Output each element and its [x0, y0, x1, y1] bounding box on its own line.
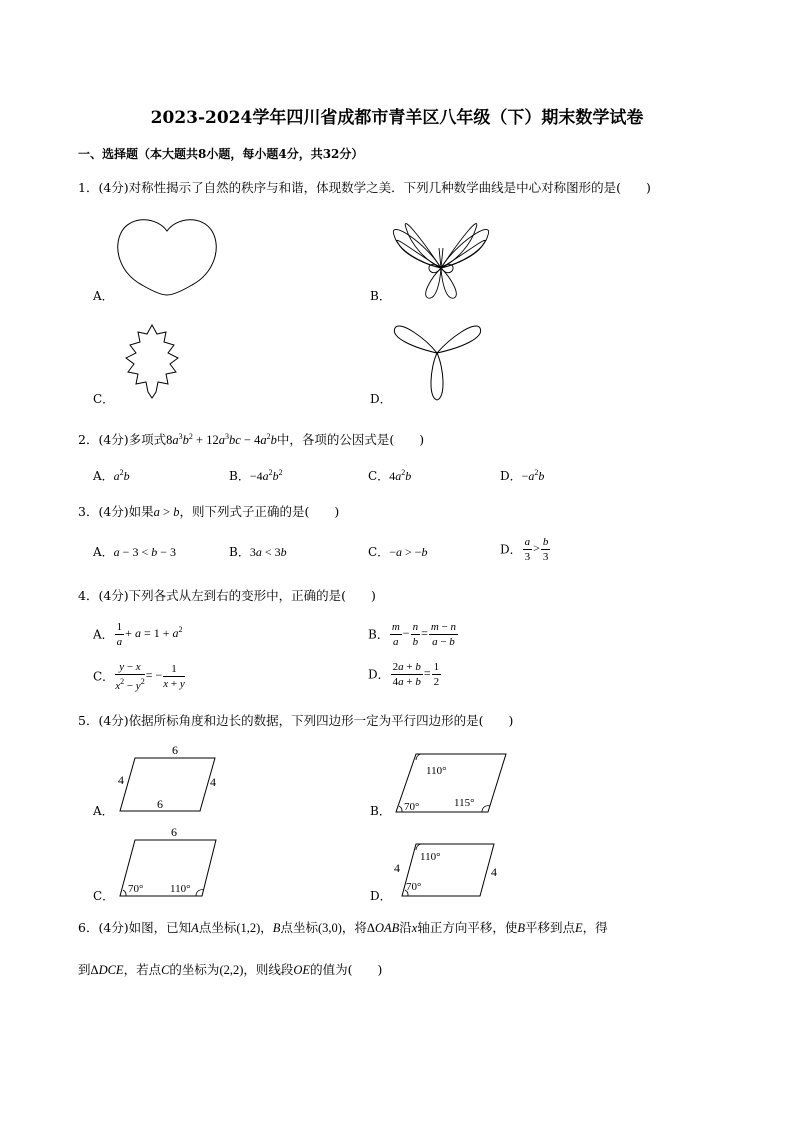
q3-option-a-label: A．: [93, 545, 114, 559]
q3-option-d-label: D．: [500, 542, 522, 557]
q2-stem-pre: 2．(4分)多项式: [78, 432, 167, 447]
q6-text: 轴正方向平移，使: [417, 920, 518, 935]
q6-text: ，则线段: [243, 962, 294, 977]
q6-point-c: C: [161, 963, 170, 977]
q1-option-a-label[interactable]: A．: [93, 289, 114, 303]
q2-polynomial: $8a^3b^2 + 12a^3bc - 4a^2b$: [166, 432, 277, 447]
q4-stem: 4．(4分)下列各式从左到右的变形中，正确的是( ): [78, 588, 376, 603]
q5-c-bottom-right-angle-label: 110°: [170, 883, 191, 895]
q5-a-bottom-side-label: 6: [157, 797, 163, 811]
q6-text: 点坐标: [280, 920, 318, 935]
q1-option-c-label[interactable]: C．: [93, 392, 115, 406]
q1-option-b-label[interactable]: B．: [370, 289, 391, 303]
q5-a-top-side-label: 6: [172, 743, 178, 757]
q2-option-a-expr: $a^2b$: [113, 468, 130, 483]
q5-c-bottom-left-angle-label: 70°: [128, 883, 144, 895]
q1-option-a-cardioid-figure: [112, 213, 222, 298]
q5-a-left-side-label: 4: [118, 773, 124, 787]
q3-option-c[interactable]: [368, 543, 428, 560]
q5-d-right-side-label: 4: [491, 865, 497, 879]
q6-triangle-dce: ΔDCE: [90, 963, 124, 977]
q6-text: 6．(4分)如图，已知: [78, 920, 192, 935]
q3-option-d-expr: $\frac{a}{3}$ > $\frac{b}{3}$: [524, 536, 549, 563]
q4-option-c[interactable]: [93, 660, 186, 693]
q5-option-c-label[interactable]: C．: [93, 889, 115, 903]
q5-option-b-figure: [388, 748, 513, 816]
q2-option-c-expr: $4a^2b$: [389, 468, 412, 483]
q4-option-a-label: A．: [93, 627, 114, 642]
q1-option-c-koch-snowflake-figure: [112, 320, 192, 405]
q3-stem-post: ，则下列式子正确的是( ): [179, 504, 340, 519]
q5-option-c-figure: [112, 824, 232, 900]
q5-option-d-figure: [388, 838, 508, 900]
q2-stem: [78, 430, 424, 448]
q3-option-b[interactable]: [229, 543, 287, 560]
q3-option-a-expr: a − 3 < b − 3: [113, 545, 176, 559]
q3-condition: a > b: [153, 505, 180, 519]
q3-option-b-label: B．: [229, 545, 250, 559]
q3-option-b-expr: 3a < 3b: [249, 545, 287, 559]
q4-option-b-expr: $\frac{m}{a}$ − $\frac{n}{b}$ = $\frac{m - n}{a - b}$: [391, 621, 457, 648]
q5-option-d-label[interactable]: D．: [370, 889, 392, 903]
q1-stem: 1．(4分)对称性揭示了自然的秩序与和谐，体现数学之美．下列几种数学曲线是中心对称图形的是( ): [78, 180, 651, 195]
q5-c-top-side-label: 6: [171, 825, 177, 839]
q2-option-d-expr: $-a^2b$: [521, 468, 545, 483]
q4-option-c-expr: $\frac{y - x}{x^2 - y^2}$ = − $\frac{1}{x + y}$: [115, 661, 185, 692]
q3-option-c-label: C．: [368, 545, 390, 559]
q4-option-a-expr: $\frac{1}{a}$ + $a = 1 + a^2$: [116, 621, 183, 648]
page-title: 2023-2024学年四川省成都市青羊区八年级（下）期末数学试卷: [150, 108, 644, 128]
q6-stem-line1: [78, 918, 608, 936]
q6-coord-a: (1,2): [236, 921, 261, 935]
q5-a-right-side-label: 4: [210, 775, 216, 789]
q5-d-bottom-left-angle-label: 70°: [406, 881, 422, 893]
q6-text: ，将: [341, 920, 367, 935]
q4-option-b-label: B．: [368, 627, 389, 642]
q6-text: 沿: [399, 920, 412, 935]
q2-option-d-label: D．: [500, 469, 522, 483]
section-heading: 一、选择题（本大题共8小题，每小题4分，共32分）: [78, 147, 364, 161]
q2-option-d[interactable]: [500, 467, 544, 484]
q2-stem-post: 中，各项的公因式是( ): [276, 432, 425, 447]
q1-option-d-label[interactable]: D．: [370, 392, 392, 406]
q2-option-c-label: C．: [368, 469, 390, 483]
q4-option-c-label: C．: [93, 669, 115, 684]
q6-coord-c: (2,2): [219, 963, 244, 977]
q2-option-b-expr: $-4a^2b^2$: [249, 468, 283, 483]
q6-text: ，得: [582, 920, 608, 935]
q2-option-a-label: A．: [93, 469, 114, 483]
q2-option-c[interactable]: [368, 467, 411, 484]
q6-axis-x: x: [411, 921, 418, 935]
q4-option-b[interactable]: [368, 620, 459, 649]
q5-d-left-side-label: 4: [394, 861, 400, 875]
q6-point-e: E: [575, 921, 583, 935]
q1-option-b-butterfly-figure: [386, 213, 501, 303]
q6-text: 的坐标为: [169, 962, 220, 977]
q4-option-d[interactable]: [368, 660, 442, 689]
q3-option-d[interactable]: [500, 535, 551, 564]
q5-option-a-figure: [112, 740, 232, 818]
q4-option-d-label: D．: [368, 667, 390, 682]
q6-text: ，若点: [123, 962, 162, 977]
q6-text: 点坐标: [198, 920, 237, 935]
q3-stem: [78, 502, 339, 520]
q3-stem-pre: 3．(4分)如果: [78, 504, 154, 519]
q5-b-top-angle-label: 110°: [426, 765, 447, 777]
q6-text: ，: [260, 920, 273, 935]
q5-stem: 5．(4分)依据所标角度和边长的数据，下列四边形一定为平行四边形的是( ): [78, 713, 514, 728]
q6-coord-b: (3,0): [317, 921, 342, 935]
q3-option-c-expr: −a > −b: [389, 545, 428, 559]
q6-segment-oe: OE: [293, 963, 311, 977]
q6-text: 的值为( ): [310, 962, 383, 977]
q2-option-a[interactable]: [93, 467, 130, 484]
q3-option-a[interactable]: [93, 543, 176, 560]
q6-text: 平移到点: [525, 920, 576, 935]
q6-point-b: B: [272, 921, 281, 935]
q5-option-a-label[interactable]: A．: [93, 804, 114, 818]
q6-triangle-oab: ΔOAB: [366, 921, 400, 935]
q6-text: 到: [78, 962, 91, 977]
q5-b-bottom-right-angle-label: 115°: [454, 797, 475, 809]
q5-option-b-label[interactable]: B．: [370, 804, 391, 818]
q4-option-a[interactable]: [93, 620, 183, 649]
q6-stem-line2: [78, 960, 382, 978]
q6-point-a: A: [191, 921, 199, 935]
q2-option-b-label: B．: [229, 469, 250, 483]
q6-point-b-ref: B: [517, 921, 526, 935]
q4-option-d-expr: $\frac{2a + b}{4a + b}$ = $\frac{1}{2}$: [392, 661, 440, 688]
q5-b-bottom-left-angle-label: 70°: [404, 801, 420, 813]
q2-option-b[interactable]: [229, 467, 283, 484]
q5-d-top-angle-label: 110°: [420, 851, 441, 863]
q1-option-d-three-petal-figure: [390, 318, 485, 403]
